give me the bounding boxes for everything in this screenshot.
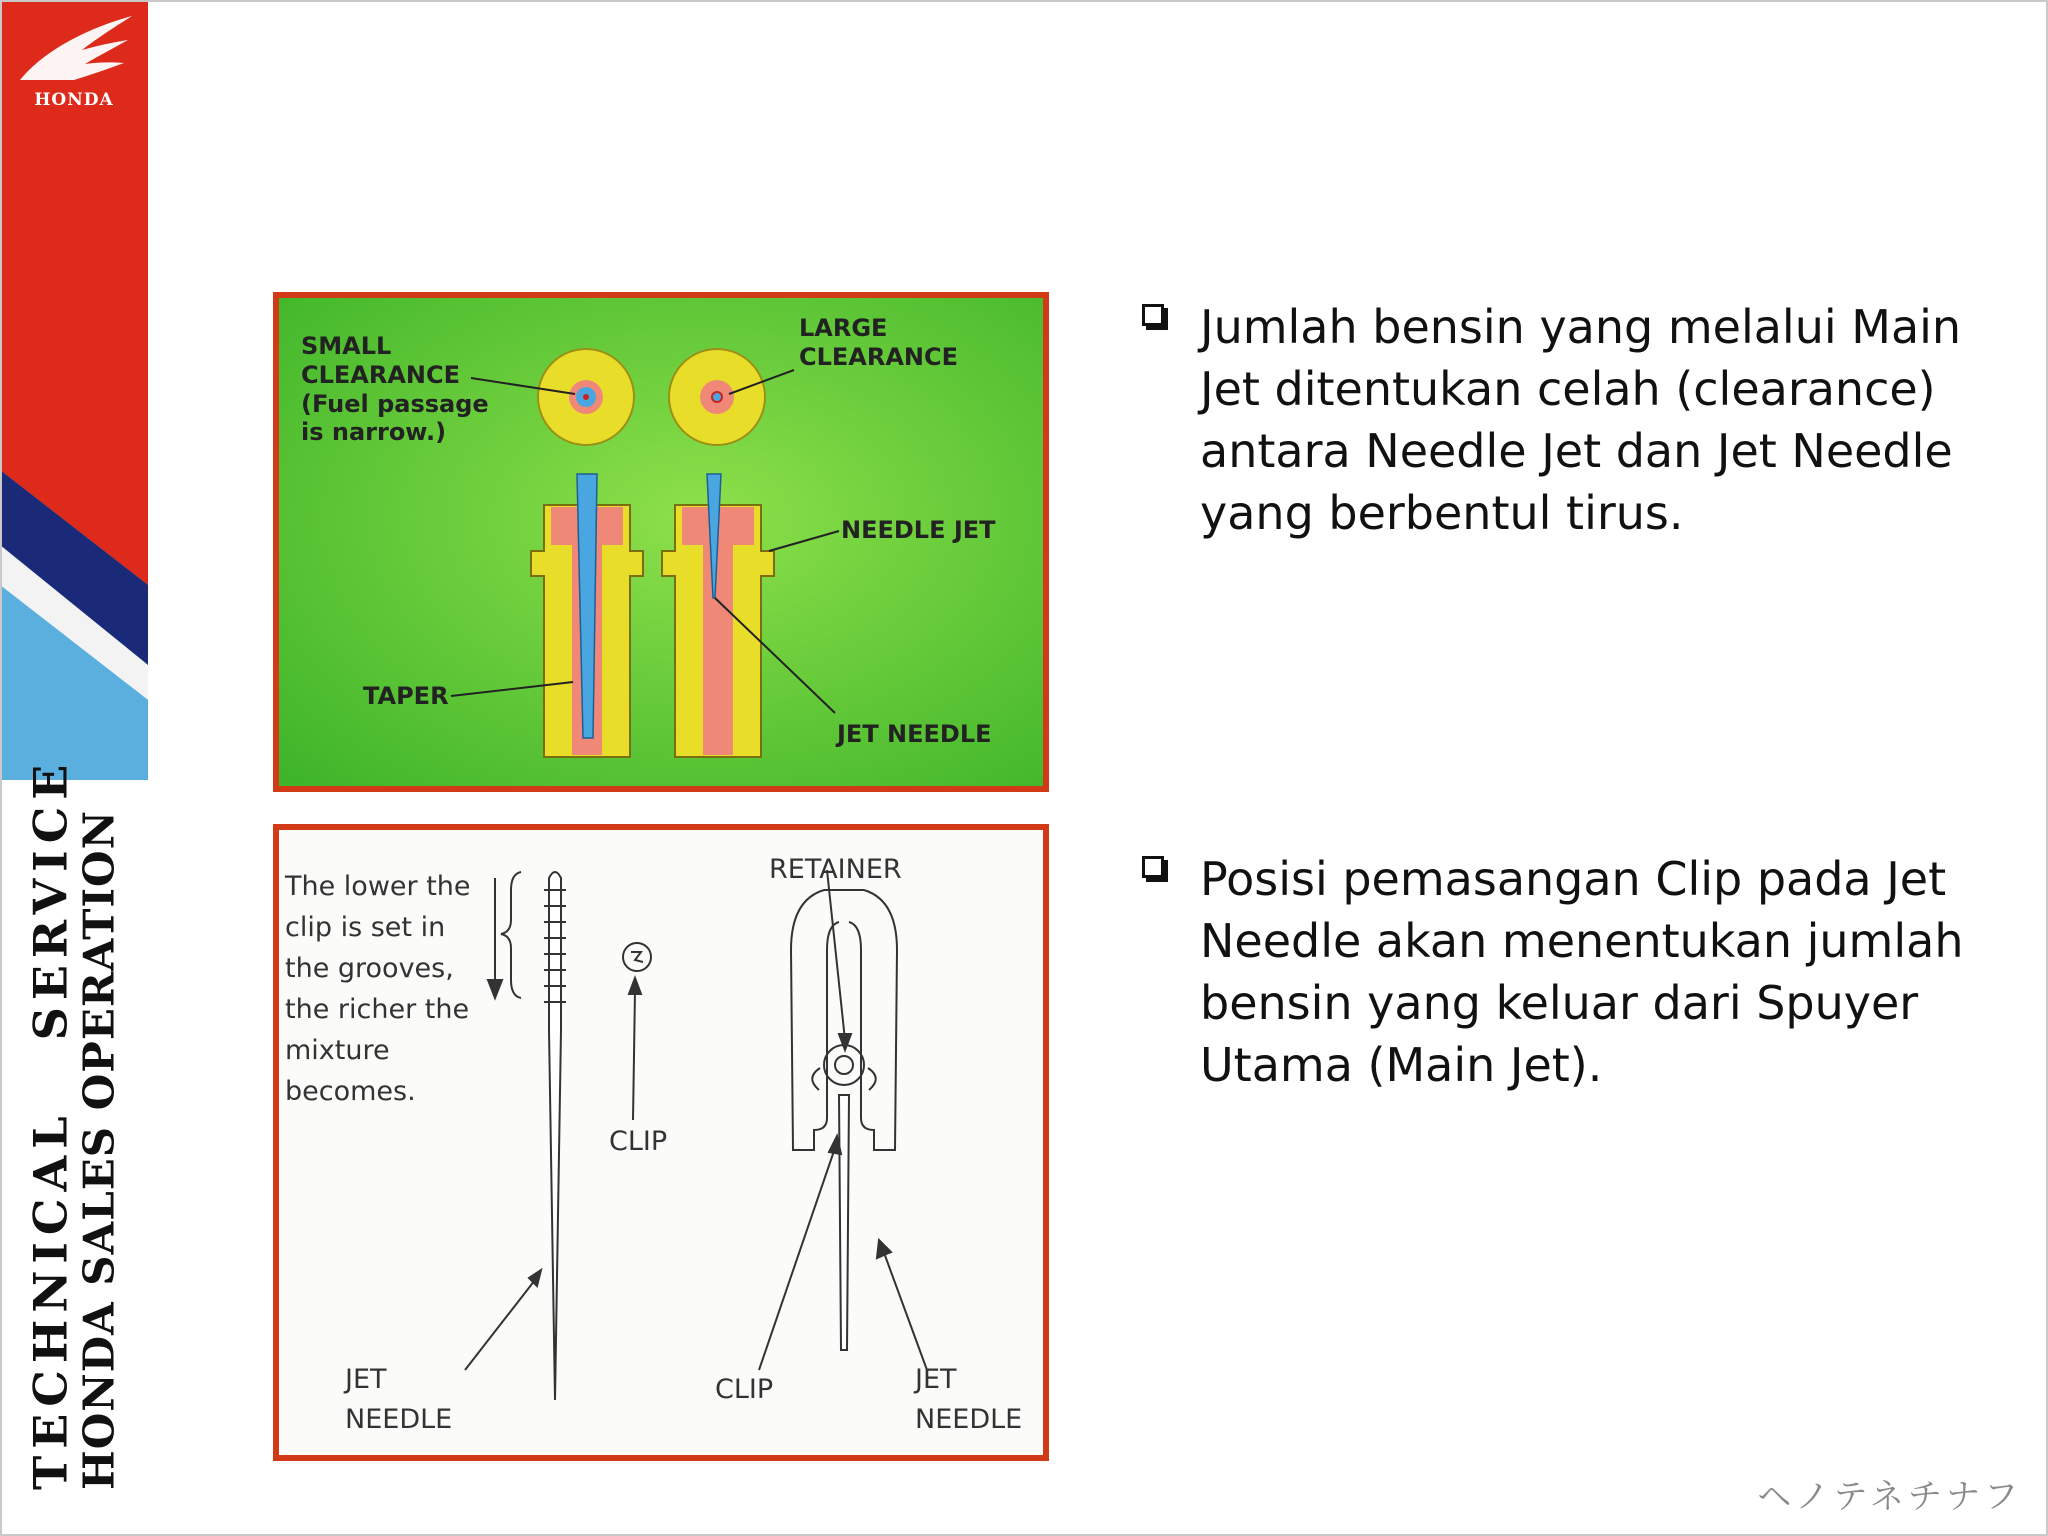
bullet-clearance-text: Jumlah bensin yang melalui Main Jet ditentukan celah (clearance) antara Needle Jet dan Jet Needle yang berbentul tirus. xyxy=(1200,300,1962,540)
side-line-technical-service: TECHNICAL SERVICE xyxy=(23,757,78,1490)
label-small-clearance: SMALL CLEARANCE (Fuel passage is narrow.) xyxy=(301,332,489,447)
label-retainer: RETAINER xyxy=(769,854,902,885)
label-jet-needle-right: JET NEEDLE xyxy=(915,1364,1023,1435)
checkbox-bullet-icon xyxy=(1142,304,1164,326)
side-line-honda-sales: HONDA SALES OPERATION xyxy=(74,810,124,1490)
label-taper: TAPER xyxy=(363,682,449,710)
checkbox-bullet-icon xyxy=(1142,856,1164,878)
honda-logo-text: HONDA xyxy=(34,90,114,110)
label-clip-top: CLIP xyxy=(609,1126,668,1157)
clearance-diagram xyxy=(273,292,1049,792)
label-clip-bottom: CLIP xyxy=(715,1374,774,1405)
label-clip-note: The lower the clip is set in the grooves, the richer the mixture becomes. xyxy=(285,871,471,1107)
brand-sidebar xyxy=(0,0,148,1536)
clip-position-diagram xyxy=(273,824,1049,1461)
label-jet-needle-left: JET NEEDLE xyxy=(345,1364,453,1435)
label-needle-jet: NEEDLE JET xyxy=(841,516,996,544)
label-large-clearance: LARGE CLEARANCE xyxy=(799,314,959,371)
side-vertical-text xyxy=(23,757,124,1490)
footer-text: ヘノテネチナフ xyxy=(1757,1477,2022,1517)
label-jet-needle: JET NEEDLE xyxy=(837,720,992,748)
bullet-clip-position-text: Posisi pemasangan Clip pada Jet Needle akan menentukan jumlah bensin yang keluar dari Spuyer Utama (Main Jet). xyxy=(1200,852,1964,1092)
